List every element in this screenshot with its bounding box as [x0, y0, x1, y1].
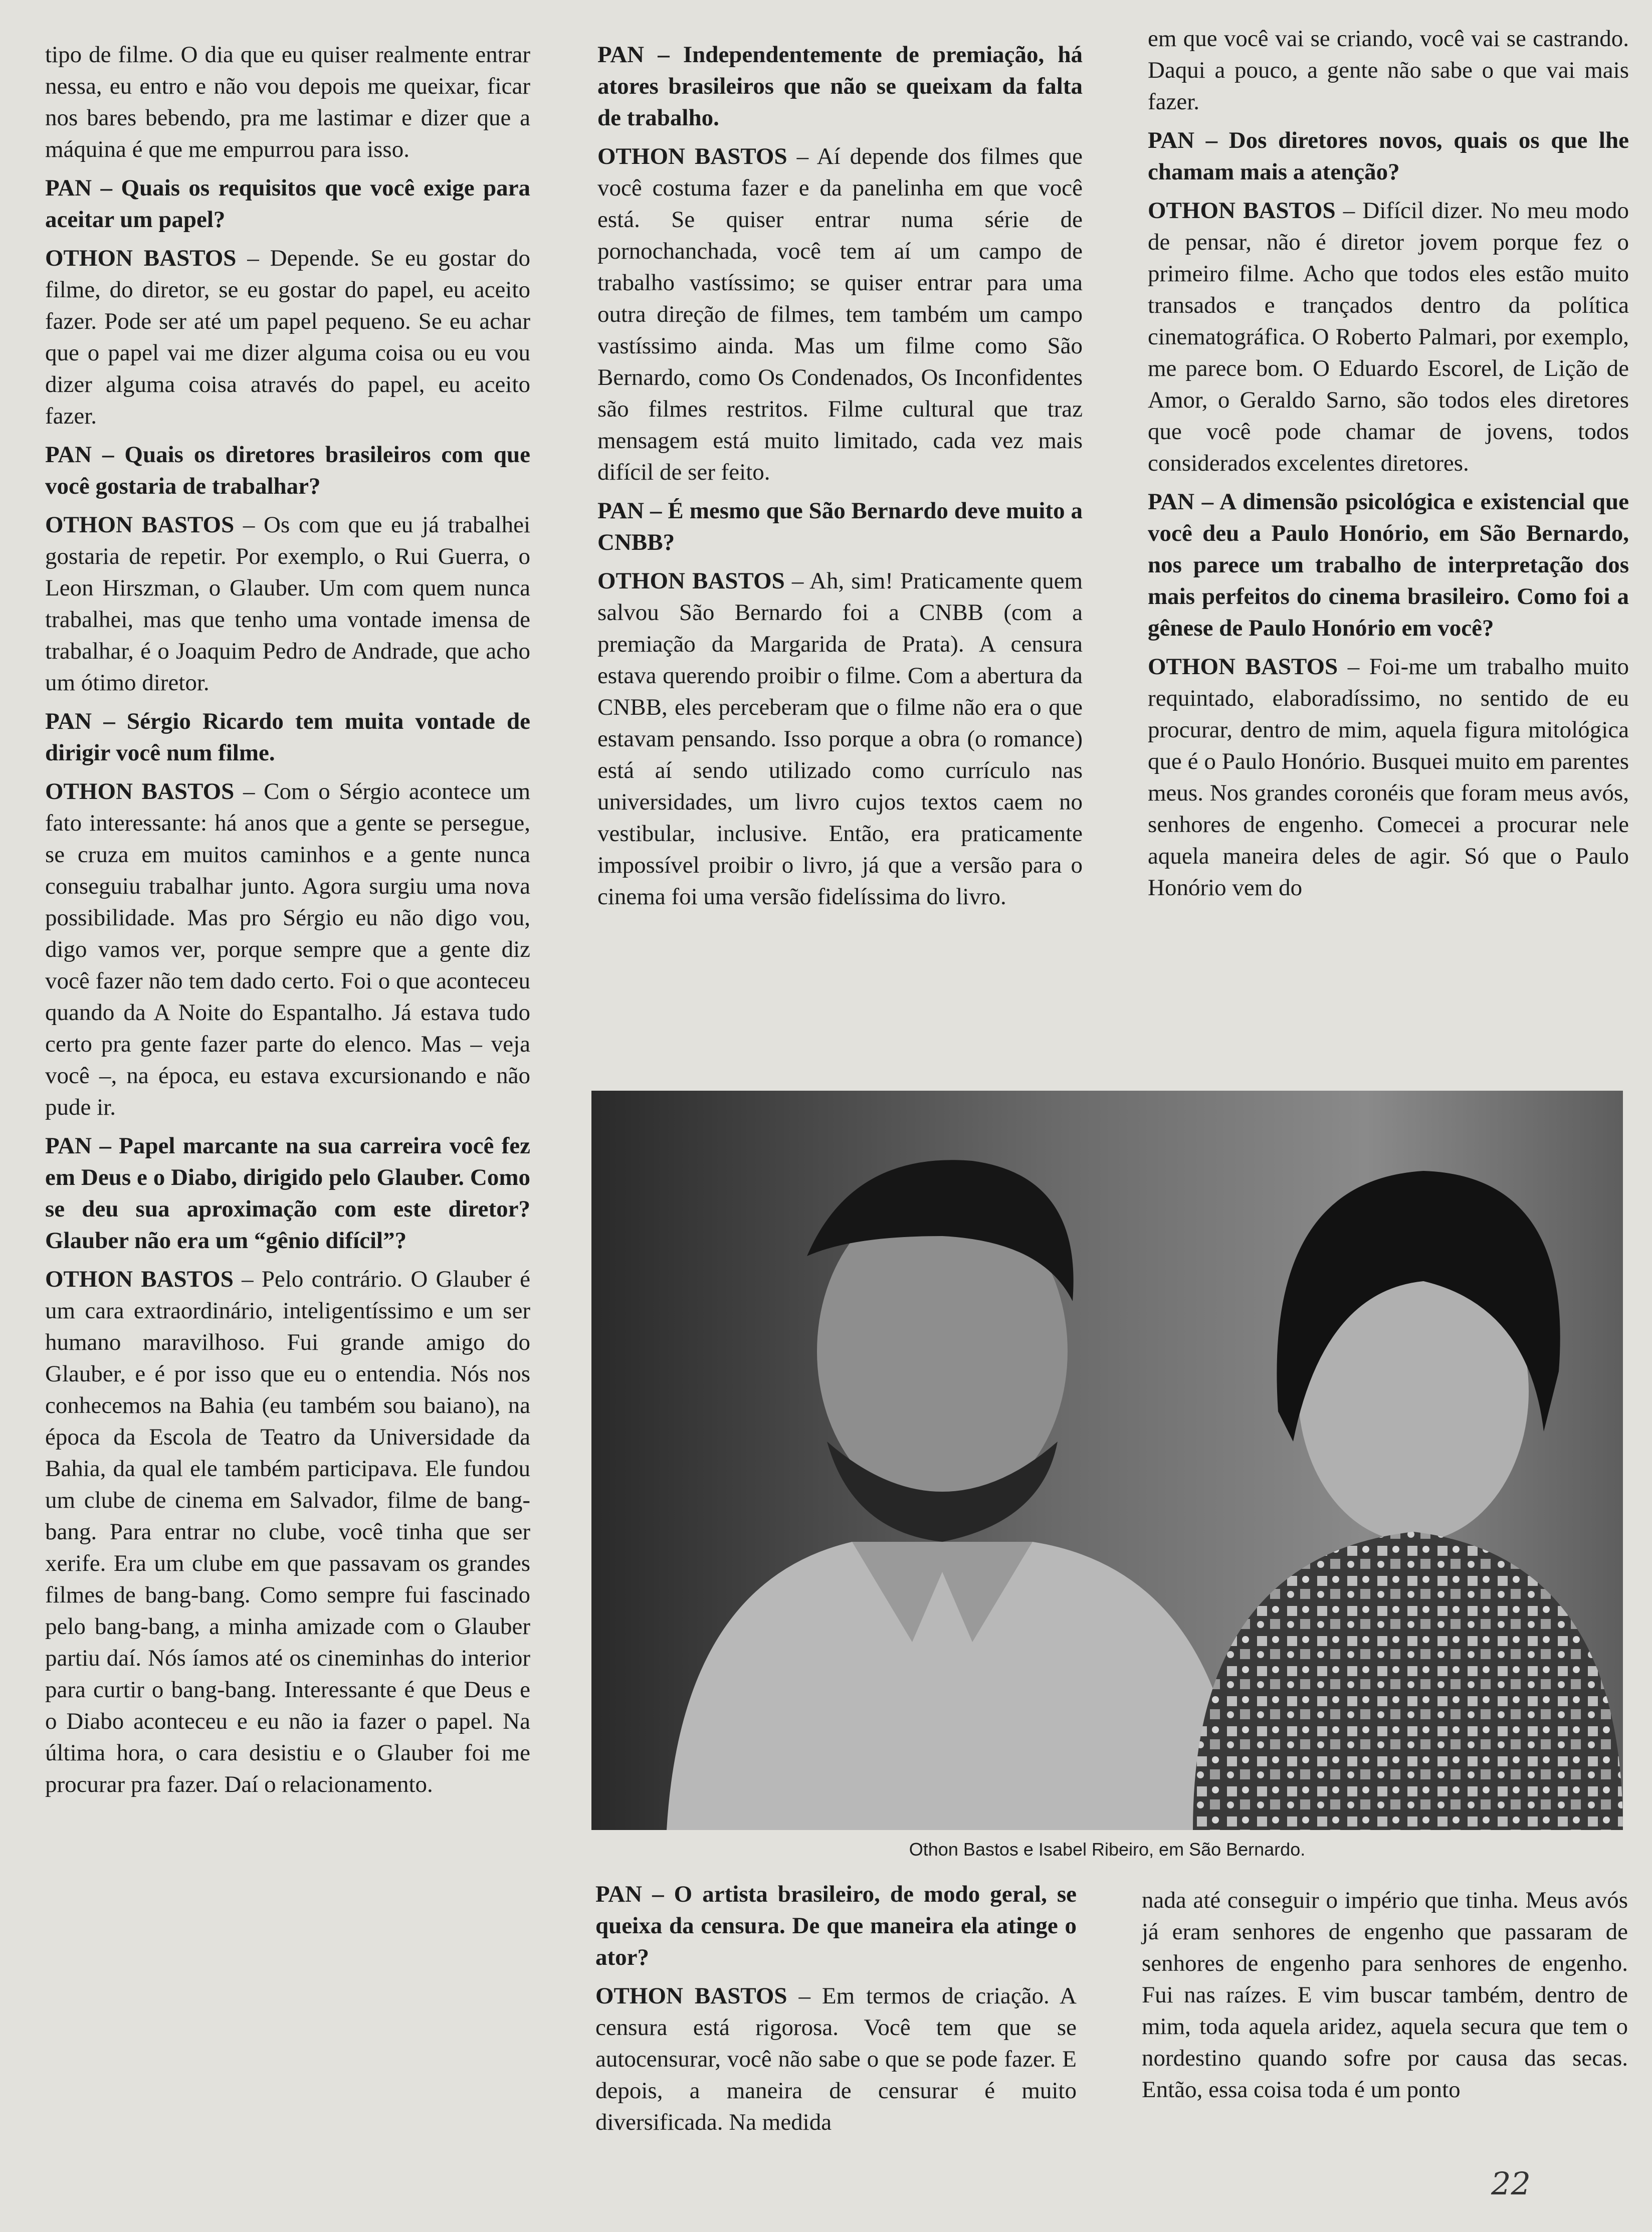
interview-answer	[595, 1980, 1077, 2138]
interview-question: PAN – Dos diretores novos, quais os que lhe chamam mais a atenção?	[1148, 127, 1629, 185]
interview-question: PAN – É mesmo que São Bernardo deve muito a CNBB?	[597, 498, 1083, 555]
answer-text: nada até conseguir o império que tinha. Meus avós já eram senhores de engenho que passaram de senhores de engenho para senhores de engenho. Fui nas raízes. E vim buscar também, dentro de mim, toda aquela aridez, aquela secura que tem o nordestino quando sofre por causa das secas. Então, essa coisa toda é um ponto	[1142, 1887, 1628, 2103]
answer-text: – Pelo contrário. O Glauber é um cara extraordinário, inteligentíssimo e um ser humano maravilhoso. Fui grande amigo do Glauber, e é por isso que eu o entendia. Nós nos conhecemos na Bahia (eu também sou baiano), na época da Escola de Teatro da Universidade da Bahia, da qual ele também participava. Ele fundou um clube de cinema em Salvador, filme de bang-bang. Para entrar no clube, você tinha que ser xerife. Era um clube em que passavam os grandes filmes de bang-bang. Como sempre fui fascinado pelo bang-bang, a minha amizade com o Glauber partiu daí. Nós íamos até os cineminhas do interior para curtir o bang-bang. Interessante é que Deus e o Diabo aconteceu e eu não ia fazer o papel. Na última hora, o cara desistiu e o Glauber foi me procurar pra fazer. Daí o relacionamento.	[45, 1266, 531, 1797]
interview-answer	[1148, 651, 1629, 904]
article-column-1	[45, 39, 530, 1807]
answer-text: – Foi-me um trabalho muito requintado, elaboradíssimo, no sentido de eu procurar, dentro de mim, aquela figura mitológica que é o Paulo Honório. Busquei muito em parentes meus. Nos grandes coronéis que foram meus avós, senhores de engenho. Comecei a procurar nele aquela maneira deles de agir. Só que o Paulo Honório vem do	[1148, 654, 1629, 901]
answer-text: – Difícil dizer. No meu modo de pensar, não é diretor jovem porque fez o primeiro filme. Acho que todos eles estão muito transados e trançados dentro da política cinematográfica. O Roberto Palmari, por exemplo, me parece bom. O Eduardo Escorel, de Lição de Amor, o Geraldo Sarno, são todos eles diretores que você pode chamar de jovens, todos considerados excelentes diretores.	[1148, 197, 1629, 476]
interview-answer	[1148, 23, 1629, 118]
interview-question: PAN – Quais os requisitos que você exige para aceitar um papel?	[45, 175, 530, 233]
photo-othon-isabel	[591, 1091, 1623, 1830]
photo-caption: Othon Bastos e Isabel Ribeiro, em São Bernardo.	[909, 1839, 1306, 1860]
speaker-name: OTHON BASTOS	[45, 512, 235, 538]
answer-text: – Em termos de criação. A censura está rigorosa. Você tem que se autocensurar, você não sabe o que se pode fazer. E depois, a maneira de censurar é muito diversificada. Na medida	[595, 1983, 1077, 2135]
interview-answer	[1142, 1885, 1628, 2106]
interview-answer	[45, 243, 530, 432]
interview-question: PAN – Sérgio Ricardo tem muita vontade de dirigir você num filme.	[45, 708, 530, 766]
answer-text: – Ah, sim! Praticamente quem salvou São Bernardo foi a CNBB (com a premiação da Margarida de Prata). A censura estava querendo proibir o filme. Com a abertura da CNBB, eles perceberam que o filme não era o que estavam pensando. Isso porque a obra (o romance) está aí sendo utilizado como currículo nas universidades, um livro cujos textos caem no vestibular, inclusive. Então, era praticamente impossível proibir o livro, já que a versão para o cinema foi uma versão fidelíssima do livro.	[597, 568, 1083, 910]
speaker-name: OTHON BASTOS	[45, 778, 235, 804]
article-column-2	[597, 39, 1083, 920]
interview-answer	[597, 141, 1083, 488]
speaker-name: OTHON BASTOS	[1148, 654, 1338, 680]
interview-answer	[45, 776, 530, 1123]
interview-answer	[45, 39, 530, 165]
interview-answer	[1148, 195, 1629, 479]
interview-question: PAN – O artista brasileiro, de modo geral, se queixa da censura. De que maneira ela atinge o ator?	[595, 1881, 1077, 1970]
interview-answer	[597, 565, 1083, 913]
answer-text: – Aí depende dos filmes que você costuma fazer e da panelinha em que você está. Se quiser entrar numa série de pornochanchada, você tem aí um campo de trabalho vastíssimo; se quiser entrar para uma outra direção de filmes, tem também um campo vastíssimo ainda. Mas um filme como São Bernardo, como Os Condenados, Os Inconfidentes são filmes restritos. Filme cultural que traz mensagem está muito limitado, cada vez mais difícil de ser feito.	[597, 143, 1083, 485]
speaker-name: OTHON BASTOS	[597, 568, 785, 594]
speaker-name: OTHON BASTOS	[45, 245, 237, 271]
answer-text: em que você vai se criando, você vai se castrando. Daqui a pouco, a gente não sabe o que vai mais fazer.	[1148, 26, 1629, 115]
interview-question: PAN – A dimensão psicológica e existencial que você deu a Paulo Honório, em São Bernardo, nos parece um trabalho de interpretação dos mais perfeitos do cinema brasileiro. Como foi a gênese de Paulo Honório em você?	[1148, 489, 1629, 641]
interview-answer	[45, 509, 530, 699]
article-column-3	[1148, 23, 1629, 911]
answer-text: tipo de filme. O dia que eu quiser realmente entrar nessa, eu entro e não vou depois me queixar, ficar nos bares bebendo, pra me lastimar e dizer que a máquina é que me empurrou para isso.	[45, 42, 530, 162]
speaker-name: OTHON BASTOS	[1148, 197, 1336, 224]
page-number: 22	[1491, 2165, 1531, 2202]
answer-text: – Depende. Se eu gostar do filme, do diretor, se eu gostar do papel, eu aceito fazer. Pode ser até um papel pequeno. Se eu achar que o papel vai me dizer alguma coisa ou eu vou dizer alguma coisa através do papel, eu aceito fazer.	[45, 245, 530, 429]
answer-text: – Com o Sérgio acontece um fato interessante: há anos que a gente se persegue, se cruza em muitos caminhos e a gente nunca conseguiu trabalhar junto. Agora surgiu uma nova possibilidade. Mas pro Sérgio eu não digo vou, digo vamos ver, porque sempre que a gente diz você fazer não tem dado certo. Foi o que aconteceu quando da A Noite do Espantalho. Já estava tudo certo pra gente fazer parte do elenco. Mas – veja você –, na época, eu estava excursionando e não pude ir.	[45, 778, 530, 1120]
interview-question: PAN – Papel marcante na sua carreira você fez em Deus e o Diabo, dirigido pelo Glauber. Como se deu sua aproximação com este diretor? Glauber não era um “gênio difícil”?	[45, 1133, 530, 1254]
interview-question: PAN – Independentemente de premiação, há atores brasileiros que não se queixam da falta de trabalho.	[597, 42, 1083, 131]
interview-answer	[45, 1264, 530, 1800]
speaker-name: OTHON BASTOS	[595, 1983, 787, 2009]
speaker-name: OTHON BASTOS	[45, 1266, 234, 1292]
speaker-name: OTHON BASTOS	[597, 143, 787, 169]
article-column-3-bottom	[1142, 1885, 1628, 2113]
answer-text: – Os com que eu já trabalhei gostaria de repetir. Por exemplo, o Rui Guerra, o Leon Hirszman, o Glauber. Um com quem nunca trabalhei, mas que tenho uma vontade imensa de trabalhar, é o Joaquim Pedro de Andrade, que acho um ótimo diretor.	[45, 512, 531, 696]
article-column-2-bottom	[595, 1879, 1077, 2145]
interview-question: PAN – Quais os diretores brasileiros com que você gostaria de trabalhar?	[45, 442, 530, 499]
